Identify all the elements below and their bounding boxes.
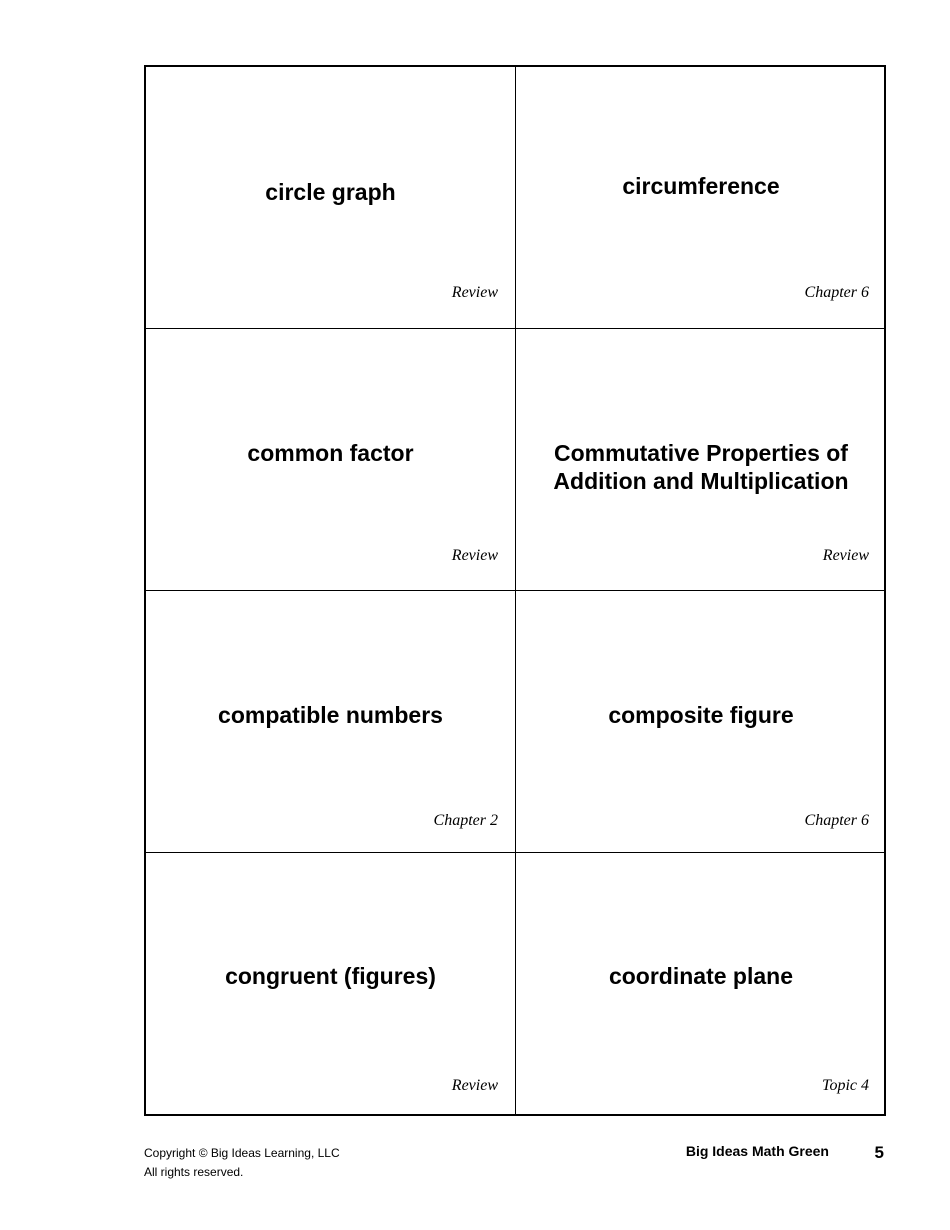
card-source: Chapter 6 [804,812,869,829]
copyright-line: Copyright © Big Ideas Learning, LLC [144,1146,340,1160]
card-term-multiline [526,439,876,495]
flash-card-grid [144,65,886,1116]
card-term-line-1: Commutative Properties of [554,440,848,466]
card-term-line-2: Addition and Multiplication [553,468,849,494]
card-term: congruent (figures) [225,963,436,989]
vocab-card-commutative-properties [516,329,886,591]
card-source: Review [451,1077,498,1094]
card-term: circumference [622,173,780,199]
vocab-card-congruent-figures [146,853,516,1114]
vocab-card-coordinate-plane [516,853,886,1114]
vocab-card-compatible-numbers [146,591,516,853]
card-source: Review [822,547,869,564]
card-source: Review [451,547,498,564]
page-number: 5 [874,1143,884,1162]
card-source: Chapter 6 [804,284,869,301]
vocab-card-circumference [516,67,886,329]
card-source: Review [451,284,498,301]
vocab-card-circle-graph [146,67,516,329]
card-term: coordinate plane [608,963,794,989]
vocab-card-composite-figure [516,591,886,853]
card-term: composite figure [608,702,794,728]
card-term: circle graph [265,179,396,205]
copyright-notice [144,1144,340,1182]
card-term: compatible numbers [218,702,443,728]
vocab-card-common-factor [146,329,516,591]
rights-line: All rights reserved. [144,1165,244,1179]
card-term: common factor [247,440,414,466]
book-title: Big Ideas Math Green [685,1143,829,1159]
card-source: Chapter 2 [433,812,498,829]
card-source: Topic 4 [822,1077,869,1094]
